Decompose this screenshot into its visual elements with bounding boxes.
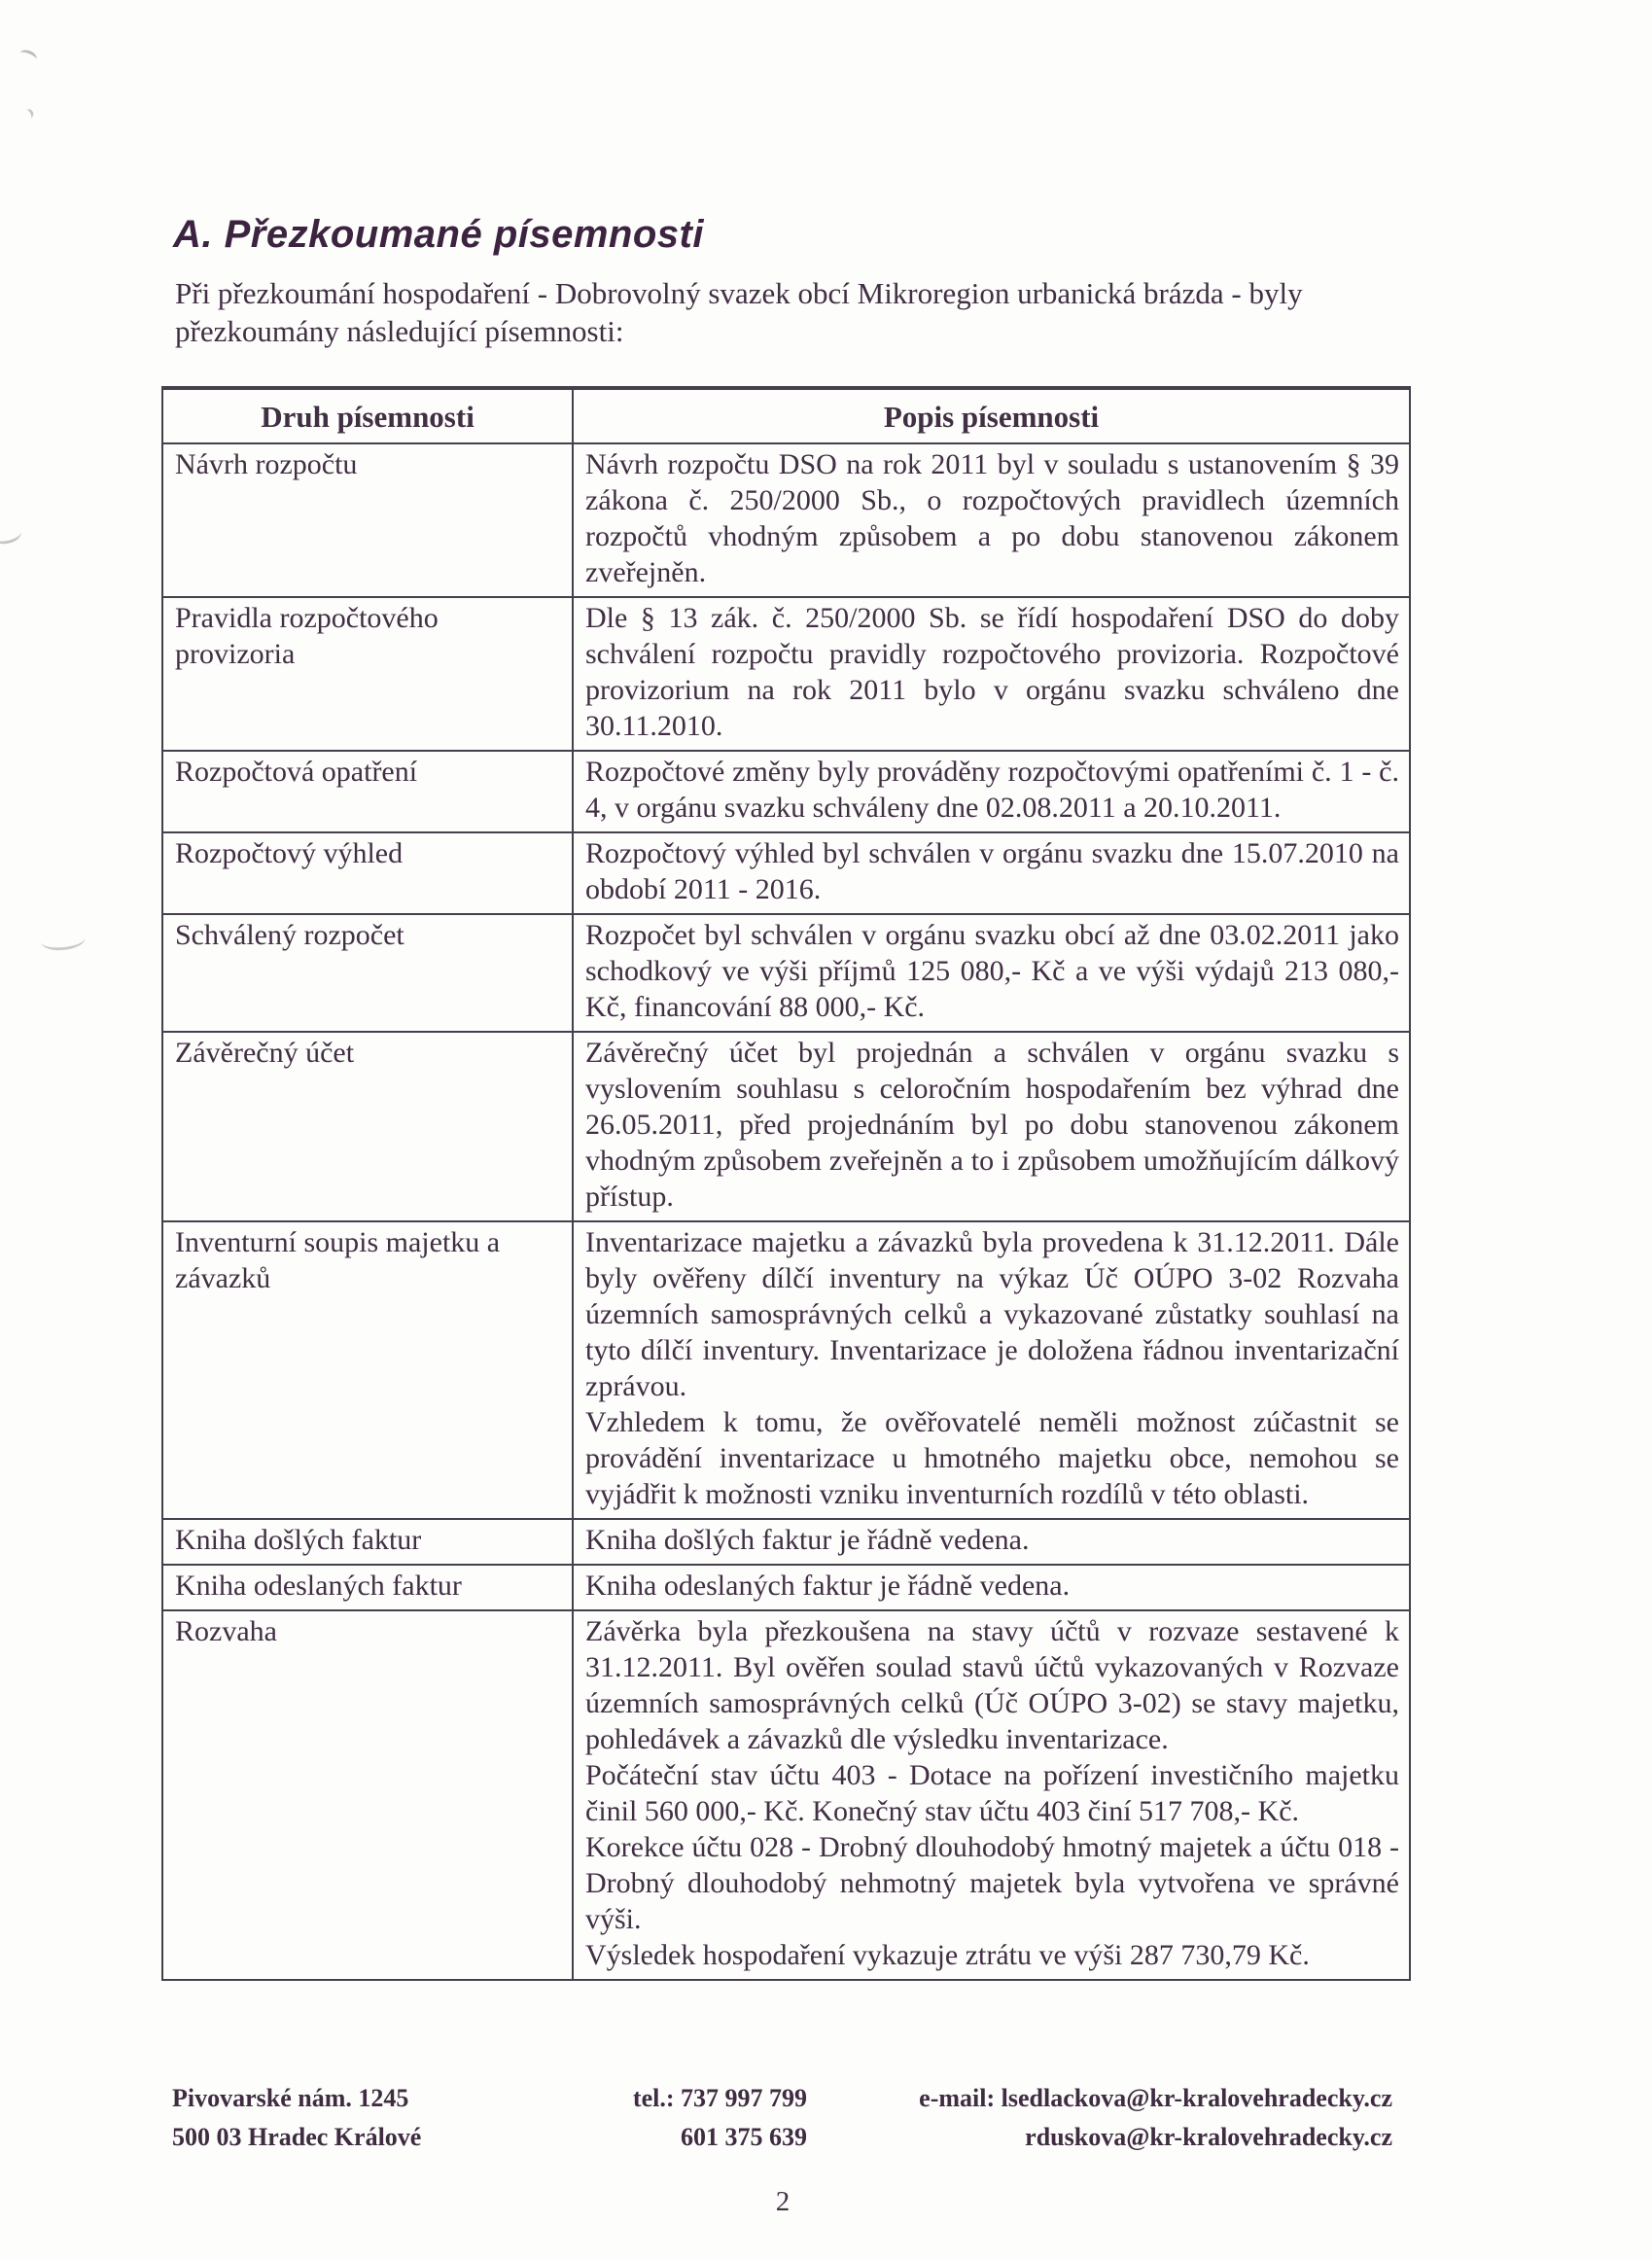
popis-paragraph: Inventarizace majetku a závazků byla provedena k 31.12.2011. Dále byly ověřeny dílčí inventury na výkaz Úč OÚPO 3-02 Rozvaha územních samosprávných celků a vykazované zůstatky souhlasí na tyto dílčí inventury. Inventarizace je doložena řádnou inventarizační zprávou. xyxy=(585,1226,1399,1402)
popis-paragraph: Vzhledem k tomu, že ověřovatelé neměli možnost zúčastnit se provádění inventarizace u hmotného majetku obce, nemohou se vyjádřit k možnosti vzniku inventurních rozdílů v této oblasti. xyxy=(585,1406,1399,1510)
popis-cell xyxy=(573,1221,1410,1519)
table-row xyxy=(162,1519,1410,1565)
druh-cell: Kniha odeslaných faktur xyxy=(162,1565,573,1610)
druh-cell: Závěrečný účet xyxy=(162,1032,573,1221)
popis-cell xyxy=(573,914,1410,1032)
table-row xyxy=(162,443,1410,597)
popis-paragraph: Dle § 13 zák. č. 250/2000 Sb. se řídí hospodaření DSO do doby schválení rozpočtu pravidly rozpočtového provizoria. Rozpočtové provizorium na rok 2011 bylo v orgánu svazku schváleno dne 30.11.2010. xyxy=(585,602,1399,742)
druh-cell: Návrh rozpočtu xyxy=(162,443,573,597)
scan-artifact xyxy=(0,522,23,547)
table-row xyxy=(162,597,1410,751)
table-row xyxy=(162,1565,1410,1610)
popis-paragraph: Korekce účtu 028 - Drobný dlouhodobý hmotný majetek a účtu 018 - Drobný dlouhodobý nehmotný majetek byla vytvořena ve správné výši. xyxy=(585,1831,1399,1935)
footer-phone-line: tel.: 737 997 799 xyxy=(632,2084,807,2112)
druh-cell: Inventurní soupis majetku a závazků xyxy=(162,1221,573,1519)
section-title: A. Přezkoumané písemnosti xyxy=(173,213,704,256)
scan-artifact xyxy=(18,48,38,65)
footer-address-line: Pivovarské nám. 1245 xyxy=(172,2084,409,2112)
popis-cell xyxy=(573,751,1410,832)
footer-email-line: e-mail: lsedlackova@kr-kralovehradecky.cz xyxy=(919,2084,1392,2112)
popis-paragraph: Závěrka byla přezkoušena na stavy účtů v rozvaze sestavené k 31.12.2011. Byl ověřen soulad stavů účtů vykazovaných v Rozvaze územních samosprávných celků (Úč OÚPO 3-02) se stavy majetku, pohledávek a závazků dle výsledku inventarizace. xyxy=(585,1615,1399,1755)
table-header-row xyxy=(162,388,1410,443)
druh-cell: Rozvaha xyxy=(162,1610,573,1980)
popis-paragraph: Rozpočtový výhled byl schválen v orgánu svazku dne 15.07.2010 na období 2011 - 2016. xyxy=(585,837,1399,905)
druh-cell: Schválený rozpočet xyxy=(162,914,573,1032)
popis-paragraph: Kniha došlých faktur je řádně vedena. xyxy=(585,1524,1030,1556)
column-header-druh: Druh písemnosti xyxy=(162,388,573,443)
druh-cell: Rozpočtový výhled xyxy=(162,832,573,914)
popis-paragraph: Závěrečný účet byl projednán a schválen v orgánu svazku s vyslovením souhlasu s celoročním hospodařením bez výhrad dne 26.05.2011, před projednáním byl po dobu stanovenou zákonem vhodným způsobem zveřejněn a to i způsobem umožňujícím dálkový přístup. xyxy=(585,1037,1399,1213)
popis-paragraph: Výsledek hospodaření vykazuje ztrátu ve výši 287 730,79 Kč. xyxy=(585,1939,1310,1971)
popis-cell xyxy=(573,597,1410,751)
popis-cell xyxy=(573,832,1410,914)
popis-cell xyxy=(573,443,1410,597)
footer-phones xyxy=(540,2079,807,2157)
druh-cell: Rozpočtová opatření xyxy=(162,751,573,832)
table-body xyxy=(162,443,1410,1980)
popis-paragraph: Kniha odeslaných faktur je řádně vedena. xyxy=(585,1570,1071,1602)
table-row xyxy=(162,1221,1410,1519)
column-header-popis: Popis písemnosti xyxy=(573,388,1410,443)
popis-cell xyxy=(573,1565,1410,1610)
table-row xyxy=(162,1032,1410,1221)
scan-artifact xyxy=(21,107,36,121)
footer-address xyxy=(172,2079,421,2157)
intro-paragraph: Při přezkoumání hospodaření - Dobrovolný svazek obcí Mikroregion urbanická brázda - byly přezkoumány následující písemnosti: xyxy=(175,276,1303,348)
popis-cell xyxy=(573,1519,1410,1565)
table-row xyxy=(162,1610,1410,1980)
documents-table xyxy=(161,386,1411,1981)
table-row xyxy=(162,832,1410,914)
footer-emails xyxy=(919,2079,1392,2157)
popis-paragraph: Rozpočet byl schválen v orgánu svazku obcí až dne 03.02.2011 jako schodkový ve výši příjmů 125 080,- Kč a ve výši výdajů 213 080,- Kč, financování 88 000,- Kč. xyxy=(585,919,1399,1023)
popis-paragraph: Návrh rozpočtu DSO na rok 2011 byl v souladu s ustanovením § 39 zákona č. 250/2000 Sb., o rozpočtových pravidlech územních rozpočtů vhodným způsobem a po dobu stanovenou zákonem zveřejněn. xyxy=(585,448,1399,588)
table-row xyxy=(162,751,1410,832)
footer-email-line: rduskova@kr-kralovehradecky.cz xyxy=(1025,2123,1392,2151)
footer-address-line: 500 03 Hradec Králové xyxy=(172,2123,422,2151)
table-header xyxy=(162,388,1410,443)
page-number: 2 xyxy=(775,2186,791,2217)
popis-paragraph: Počáteční stav účtu 403 - Dotace na pořízení investičního majetku činil 560 000,- Kč. Konečný stav účtu 403 činí 517 708,- Kč. xyxy=(585,1759,1399,1827)
popis-cell xyxy=(573,1032,1410,1221)
druh-cell: Pravidla rozpočtového provizoria xyxy=(162,597,573,751)
popis-cell xyxy=(573,1610,1410,1980)
druh-cell: Kniha došlých faktur xyxy=(162,1519,573,1565)
footer-phone-line: 601 375 639 xyxy=(681,2123,807,2151)
table-row xyxy=(162,914,1410,1032)
scan-artifact xyxy=(40,928,87,953)
popis-paragraph: Rozpočtové změny byly prováděny rozpočtovými opatřeními č. 1 - č. 4, v orgánu svazku schváleny dne 02.08.2011 a 20.10.2011. xyxy=(585,756,1399,824)
